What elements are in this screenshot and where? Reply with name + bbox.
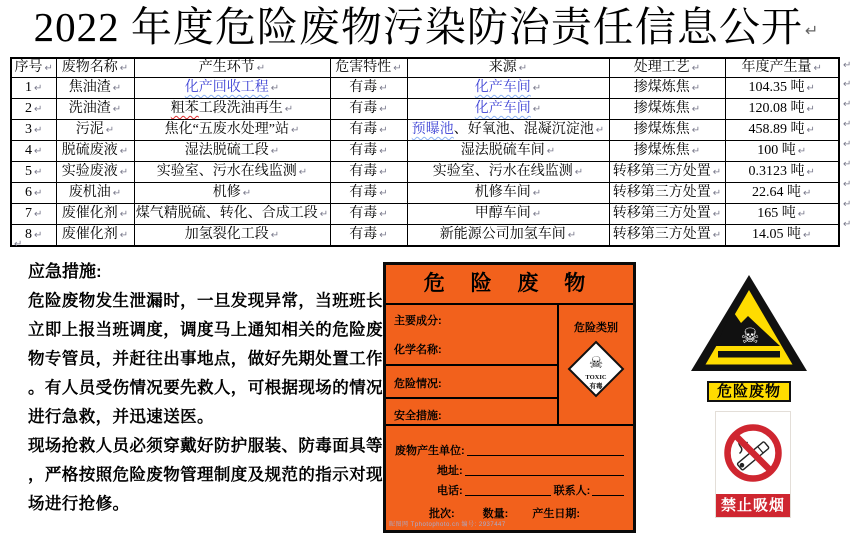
paragraph-mark-icon: ↵ <box>843 79 852 90</box>
link-text[interactable]: 化产车间 <box>474 101 531 116</box>
paragraph-mark-icon: ↵ <box>843 159 852 170</box>
table-cell: 脱硫废液 ↵ <box>56 141 134 162</box>
table-row <box>11 78 839 99</box>
table-cell: 机修车间 ↵ <box>407 183 609 204</box>
table-cell: 有毒 ↵ <box>330 225 407 247</box>
table-cell: 7 ↵ <box>11 204 56 225</box>
paragraph-mark-icon: ↵ <box>379 188 388 199</box>
table-cell: 废机油 ↵ <box>56 183 134 204</box>
emergency-text-line: 危险废物发生泄漏时，一旦发现异常，当班班长 <box>28 292 383 310</box>
paragraph-mark-icon: ↵ <box>803 188 812 199</box>
table-cell <box>407 99 609 120</box>
emergency-text-line: 。有人员受伤情况要先救人，可根据现场的情况 <box>28 379 383 397</box>
paragraph-mark-icon: ↵ <box>379 167 388 178</box>
paragraph-mark-icon: ↵ <box>532 209 542 220</box>
phone-field: 电话: <box>437 485 463 497</box>
label-bottom-row <box>386 478 633 498</box>
table-cell: 甲醇车间 ↵ <box>407 204 609 225</box>
column-header: 来源 ↵ <box>407 58 609 78</box>
table-cell: 加氢裂化工段 ↵ <box>134 225 330 247</box>
column-header: 产生环节 ↵ <box>134 58 330 78</box>
paragraph-mark-icon: ↵ <box>379 125 388 136</box>
page-title <box>0 0 853 58</box>
label-bottom-section <box>386 426 633 529</box>
table-cell <box>407 78 609 99</box>
table-row <box>11 99 839 120</box>
emergency-text-line: ，严格按照危险废物管理制度及规范的指示对现 <box>28 466 383 484</box>
contact-field: 联系人: <box>553 485 591 497</box>
label-fields <box>386 305 557 424</box>
table-cell: 废催化剂 ↵ <box>56 225 134 247</box>
paragraph-mark-icon: ↵ <box>806 167 815 178</box>
table-row <box>11 225 839 247</box>
hazardous-waste-table <box>10 57 840 247</box>
paragraph-mark-icon: ↵ <box>34 146 43 157</box>
table-cell: 8 ↵ <box>11 225 56 247</box>
paragraph-mark-icon: ↵ <box>34 125 43 136</box>
paragraph-mark-icon: ↵ <box>691 104 701 115</box>
column-header: 年度产生量 ↵ <box>725 58 839 78</box>
blank-line <box>592 483 624 496</box>
paragraph-mark-icon: ↵ <box>379 146 388 157</box>
hazardous-waste-label <box>383 262 636 533</box>
label-bottom-row <box>386 458 633 478</box>
paragraph-mark-icon: ↵ <box>691 83 701 94</box>
toxic-diamond-icon <box>567 340 625 398</box>
paragraph-mark-icon: ↵ <box>806 125 815 136</box>
table-cell: 实验废液 ↵ <box>56 162 134 183</box>
danger-status-field: 危险情况: <box>394 378 442 390</box>
table-cell: 预曝池、好氧池、混凝沉淀池 ↵ <box>407 120 609 141</box>
blank-line <box>465 483 551 496</box>
quantity-field: 数量: <box>482 508 509 520</box>
link-text[interactable]: 预曝池 <box>411 122 454 137</box>
paragraph-mark-icon: ↵ <box>691 125 701 136</box>
table-row <box>11 141 839 162</box>
paragraph-mark-icon: ↵ <box>14 239 23 250</box>
table-cell: 有毒 ↵ <box>330 162 407 183</box>
table-cell: 2 ↵ <box>11 99 56 120</box>
paragraph-mark-icon: ↵ <box>843 119 852 130</box>
table-cell: 转移第三方处置 ↵ <box>609 183 725 204</box>
paragraph-mark-icon: ↵ <box>105 125 115 136</box>
paragraph-mark-icon: ↵ <box>567 230 577 241</box>
paragraph-mark-icon: ↵ <box>119 63 129 74</box>
column-header: 处理工艺 ↵ <box>609 58 725 78</box>
table-cell: 120.08 吨 ↵ <box>725 99 839 120</box>
spellcheck-text: 粗苯 <box>170 101 199 116</box>
emergency-text-line: 现场抢救人员必须穿戴好防护服装、防毒面具等 <box>28 437 383 455</box>
table-cell: 6 ↵ <box>11 183 56 204</box>
paragraph-mark-icon: ↵ <box>712 230 722 241</box>
link-text[interactable]: 化产回收工程 <box>184 80 269 95</box>
table-cell: 3 ↵ <box>11 120 56 141</box>
paragraph-mark-icon: ↵ <box>270 146 280 157</box>
label-field-row <box>386 305 557 366</box>
column-header: 废物名称 ↵ <box>56 58 134 78</box>
table-cell: 5 ↵ <box>11 162 56 183</box>
paragraph-mark-icon: ↵ <box>803 230 812 241</box>
main-component-field: 主要成分: <box>394 315 442 327</box>
skull-icon: ☠ <box>588 353 604 372</box>
column-header: 危害特性 ↵ <box>330 58 407 78</box>
paragraph-mark-icon: ↵ <box>691 146 701 157</box>
paragraph-mark-icon: ↵ <box>34 104 43 115</box>
waste-unit-field: 废物产生单位: <box>395 445 465 457</box>
paragraph-mark-icon: ↵ <box>270 230 280 241</box>
table-cell: 22.64 吨 ↵ <box>725 183 839 204</box>
paragraph-mark-icon: ↵ <box>393 63 402 74</box>
table-row <box>11 183 839 204</box>
paragraph-mark-icon: ↵ <box>379 104 388 115</box>
blank-line <box>467 443 624 456</box>
paragraph-mark-icon: ↵ <box>379 83 388 94</box>
table-cell: 掺煤炼焦 ↵ <box>609 120 725 141</box>
paragraph-mark-icon: ↵ <box>532 83 542 94</box>
paragraph-mark-icon: ↵ <box>284 104 294 115</box>
paragraph-mark-icon: ↵ <box>595 125 605 136</box>
paragraph-mark-icon: ↵ <box>843 199 852 210</box>
paragraph-mark-icon: ↵ <box>256 63 266 74</box>
paragraph-mark-icon: ↵ <box>843 99 852 110</box>
column-header: 序号 ↵ <box>11 58 56 78</box>
no-smoking-sign <box>715 411 791 518</box>
paragraph-mark-icon: ↵ <box>34 167 43 178</box>
paragraph-mark-icon: ↵ <box>843 139 852 150</box>
table-header-row <box>11 58 839 78</box>
paragraph-mark-icon: ↵ <box>270 83 280 94</box>
table-cell: 100 吨 ↵ <box>725 141 839 162</box>
label-field-row <box>386 366 557 399</box>
paragraph-mark-icon: ↵ <box>532 188 542 199</box>
table-cell: 实验室、污水在线监测 ↵ <box>407 162 609 183</box>
batch-field: 批次: <box>429 508 455 520</box>
table-row <box>11 120 839 141</box>
table-cell: 有毒 ↵ <box>330 120 407 141</box>
row-end-marks <box>843 57 851 235</box>
toxic-cn-text: 有毒 <box>589 383 603 390</box>
table-cell: 458.89 吨 ↵ <box>725 120 839 141</box>
label-field-row <box>386 399 557 424</box>
page-title-text: 2022 年度危险废物污染防治责任信息公开 <box>33 4 803 50</box>
paragraph-mark-icon: ↵ <box>119 230 129 241</box>
table-row <box>11 204 839 225</box>
label-bottom-row <box>386 438 633 458</box>
paragraph-mark-icon: ↵ <box>319 209 329 220</box>
paragraph-mark-icon: ↵ <box>843 179 852 190</box>
no-smoking-symbol-area <box>716 412 790 494</box>
blank-line <box>465 463 624 476</box>
hazard-category-label: 危险类别 <box>574 322 618 334</box>
table-cell: 1 ↵ <box>11 78 56 99</box>
table-cell: 粗苯工段洗油再生 ↵ <box>134 99 330 120</box>
warning-triangle-icon <box>689 273 809 373</box>
paragraph-mark-icon: ↵ <box>806 104 815 115</box>
table-cell: 实验室、污水在线监测 ↵ <box>134 162 330 183</box>
emergency-measures-section <box>28 257 383 519</box>
table-cell: 有毒 ↵ <box>330 204 407 225</box>
paragraph-mark-icon: ↵ <box>298 167 308 178</box>
table-cell: 掺煤炼焦 ↵ <box>609 141 725 162</box>
paragraph-mark-icon: ↵ <box>843 60 852 71</box>
emergency-body <box>28 287 383 519</box>
table-cell: 104.35 吨 ↵ <box>725 78 839 99</box>
paragraph-mark-icon: ↵ <box>518 63 528 74</box>
paragraph-mark-icon: ↵ <box>34 188 43 199</box>
table-cell: 湿法脱硫车间 ↵ <box>407 141 609 162</box>
skull-icon: ☠ <box>740 324 760 348</box>
hazardous-waste-warning-sign <box>689 273 809 402</box>
paragraph-mark-icon: ↵ <box>34 83 43 94</box>
paragraph-mark-icon: ↵ <box>34 209 43 220</box>
table-cell: 有毒 ↵ <box>330 78 407 99</box>
table-cell: 有毒 ↵ <box>330 99 407 120</box>
safety-measures-field: 安全措施: <box>394 410 442 422</box>
paragraph-mark-icon: ↵ <box>691 63 701 74</box>
date-field: 产生日期: <box>532 508 581 520</box>
table-body <box>11 58 839 246</box>
table-cell: 4 ↵ <box>11 141 56 162</box>
paragraph-mark-icon: ↵ <box>119 146 129 157</box>
no-smoking-caption: 禁止吸烟 <box>716 494 790 517</box>
paragraph-mark-icon: ↵ <box>379 230 388 241</box>
paragraph-mark-icon: ↵ <box>34 230 43 241</box>
emergency-heading: 应急措施: <box>28 262 102 281</box>
table-cell: 有毒 ↵ <box>330 183 407 204</box>
paragraph-mark-icon: ↵ <box>532 104 542 115</box>
emergency-text-line: 场进行抢修。 <box>28 495 130 513</box>
paragraph-mark-icon: ↵ <box>797 146 807 157</box>
table-cell: 煤气精脱硫、转化、合成工段 ↵ <box>134 204 330 225</box>
emergency-text-line: 立即上报当班调度，调度马上通知相关的危险废 <box>28 321 383 339</box>
table-cell: 新能源公司加氢车间 ↵ <box>407 225 609 247</box>
paragraph-mark-icon: ↵ <box>797 209 807 220</box>
table-cell: 废催化剂 ↵ <box>56 204 134 225</box>
paragraph-mark-icon: ↵ <box>843 219 852 230</box>
paragraph-mark-icon: ↵ <box>44 63 53 74</box>
paragraph-mark-icon: ↵ <box>112 83 122 94</box>
paragraph-mark-icon: ↵ <box>546 146 556 157</box>
emergency-text-line: 进行急救，并迅速送医。 <box>28 408 214 426</box>
table-cell: 转移第三方处置 ↵ <box>609 204 725 225</box>
table-row <box>11 162 839 183</box>
paragraph-mark-icon: ↵ <box>574 167 584 178</box>
address-field: 地址: <box>437 465 463 477</box>
table-cell: 有毒 ↵ <box>330 141 407 162</box>
watermark-text: 昵图网 Tphotophoto.cn 编号: 2937447 <box>389 522 506 528</box>
paragraph-mark-icon: ↵ <box>712 188 722 199</box>
table-cell <box>134 78 330 99</box>
hazard-category-panel <box>557 305 633 424</box>
chemical-name-field: 化学名称: <box>394 344 442 356</box>
toxic-text: TOXIC <box>585 374 607 381</box>
paragraph-mark-icon: ↵ <box>712 167 722 178</box>
paragraph-mark-icon: ↵ <box>242 188 252 199</box>
table-cell: 焦油渣 ↵ <box>56 78 134 99</box>
paragraph-mark-icon: ↵ <box>291 125 300 136</box>
table-cell: 14.05 吨 ↵ <box>725 225 839 247</box>
link-text[interactable]: 化产车间 <box>474 80 531 95</box>
table-cell: 转移第三方处置 ↵ <box>609 225 725 247</box>
no-smoking-icon <box>722 422 784 484</box>
table-cell: 165 吨 ↵ <box>725 204 839 225</box>
table-cell: 掺煤炼焦 ↵ <box>609 78 725 99</box>
paragraph-mark-icon: ↵ <box>806 83 815 94</box>
table-cell: 转移第三方处置 ↵ <box>609 162 725 183</box>
label-middle <box>386 305 633 426</box>
warning-sign-caption: 危险废物 <box>707 381 791 402</box>
table-cell: 污泥 ↵ <box>56 120 134 141</box>
paragraph-mark-icon: ↵ <box>119 167 129 178</box>
label-title: 危 险 废 物 <box>386 265 633 305</box>
table-cell: 掺煤炼焦 ↵ <box>609 99 725 120</box>
table-cell: 焦化“五废水处理”站 ↵ <box>134 120 330 141</box>
paragraph-mark-icon: ↵ <box>813 63 822 74</box>
table-cell: 湿法脱硫工段 ↵ <box>134 141 330 162</box>
paragraph-mark-icon: ↵ <box>119 209 129 220</box>
table-cell: 0.3123 吨 ↵ <box>725 162 839 183</box>
emergency-text-line: 物专管员，并赶往出事地点，做好先期处置工作 <box>28 350 383 368</box>
paragraph-mark-icon: ↵ <box>112 104 122 115</box>
table-cell: 机修 ↵ <box>134 183 330 204</box>
paragraph-mark-icon: ↵ <box>112 188 122 199</box>
paragraph-mark-icon: ↵ <box>712 209 722 220</box>
paragraph-mark-icon: ↵ <box>379 209 388 220</box>
table-cell: 洗油渣 ↵ <box>56 99 134 120</box>
paragraph-mark-icon: ↵ <box>804 21 820 40</box>
